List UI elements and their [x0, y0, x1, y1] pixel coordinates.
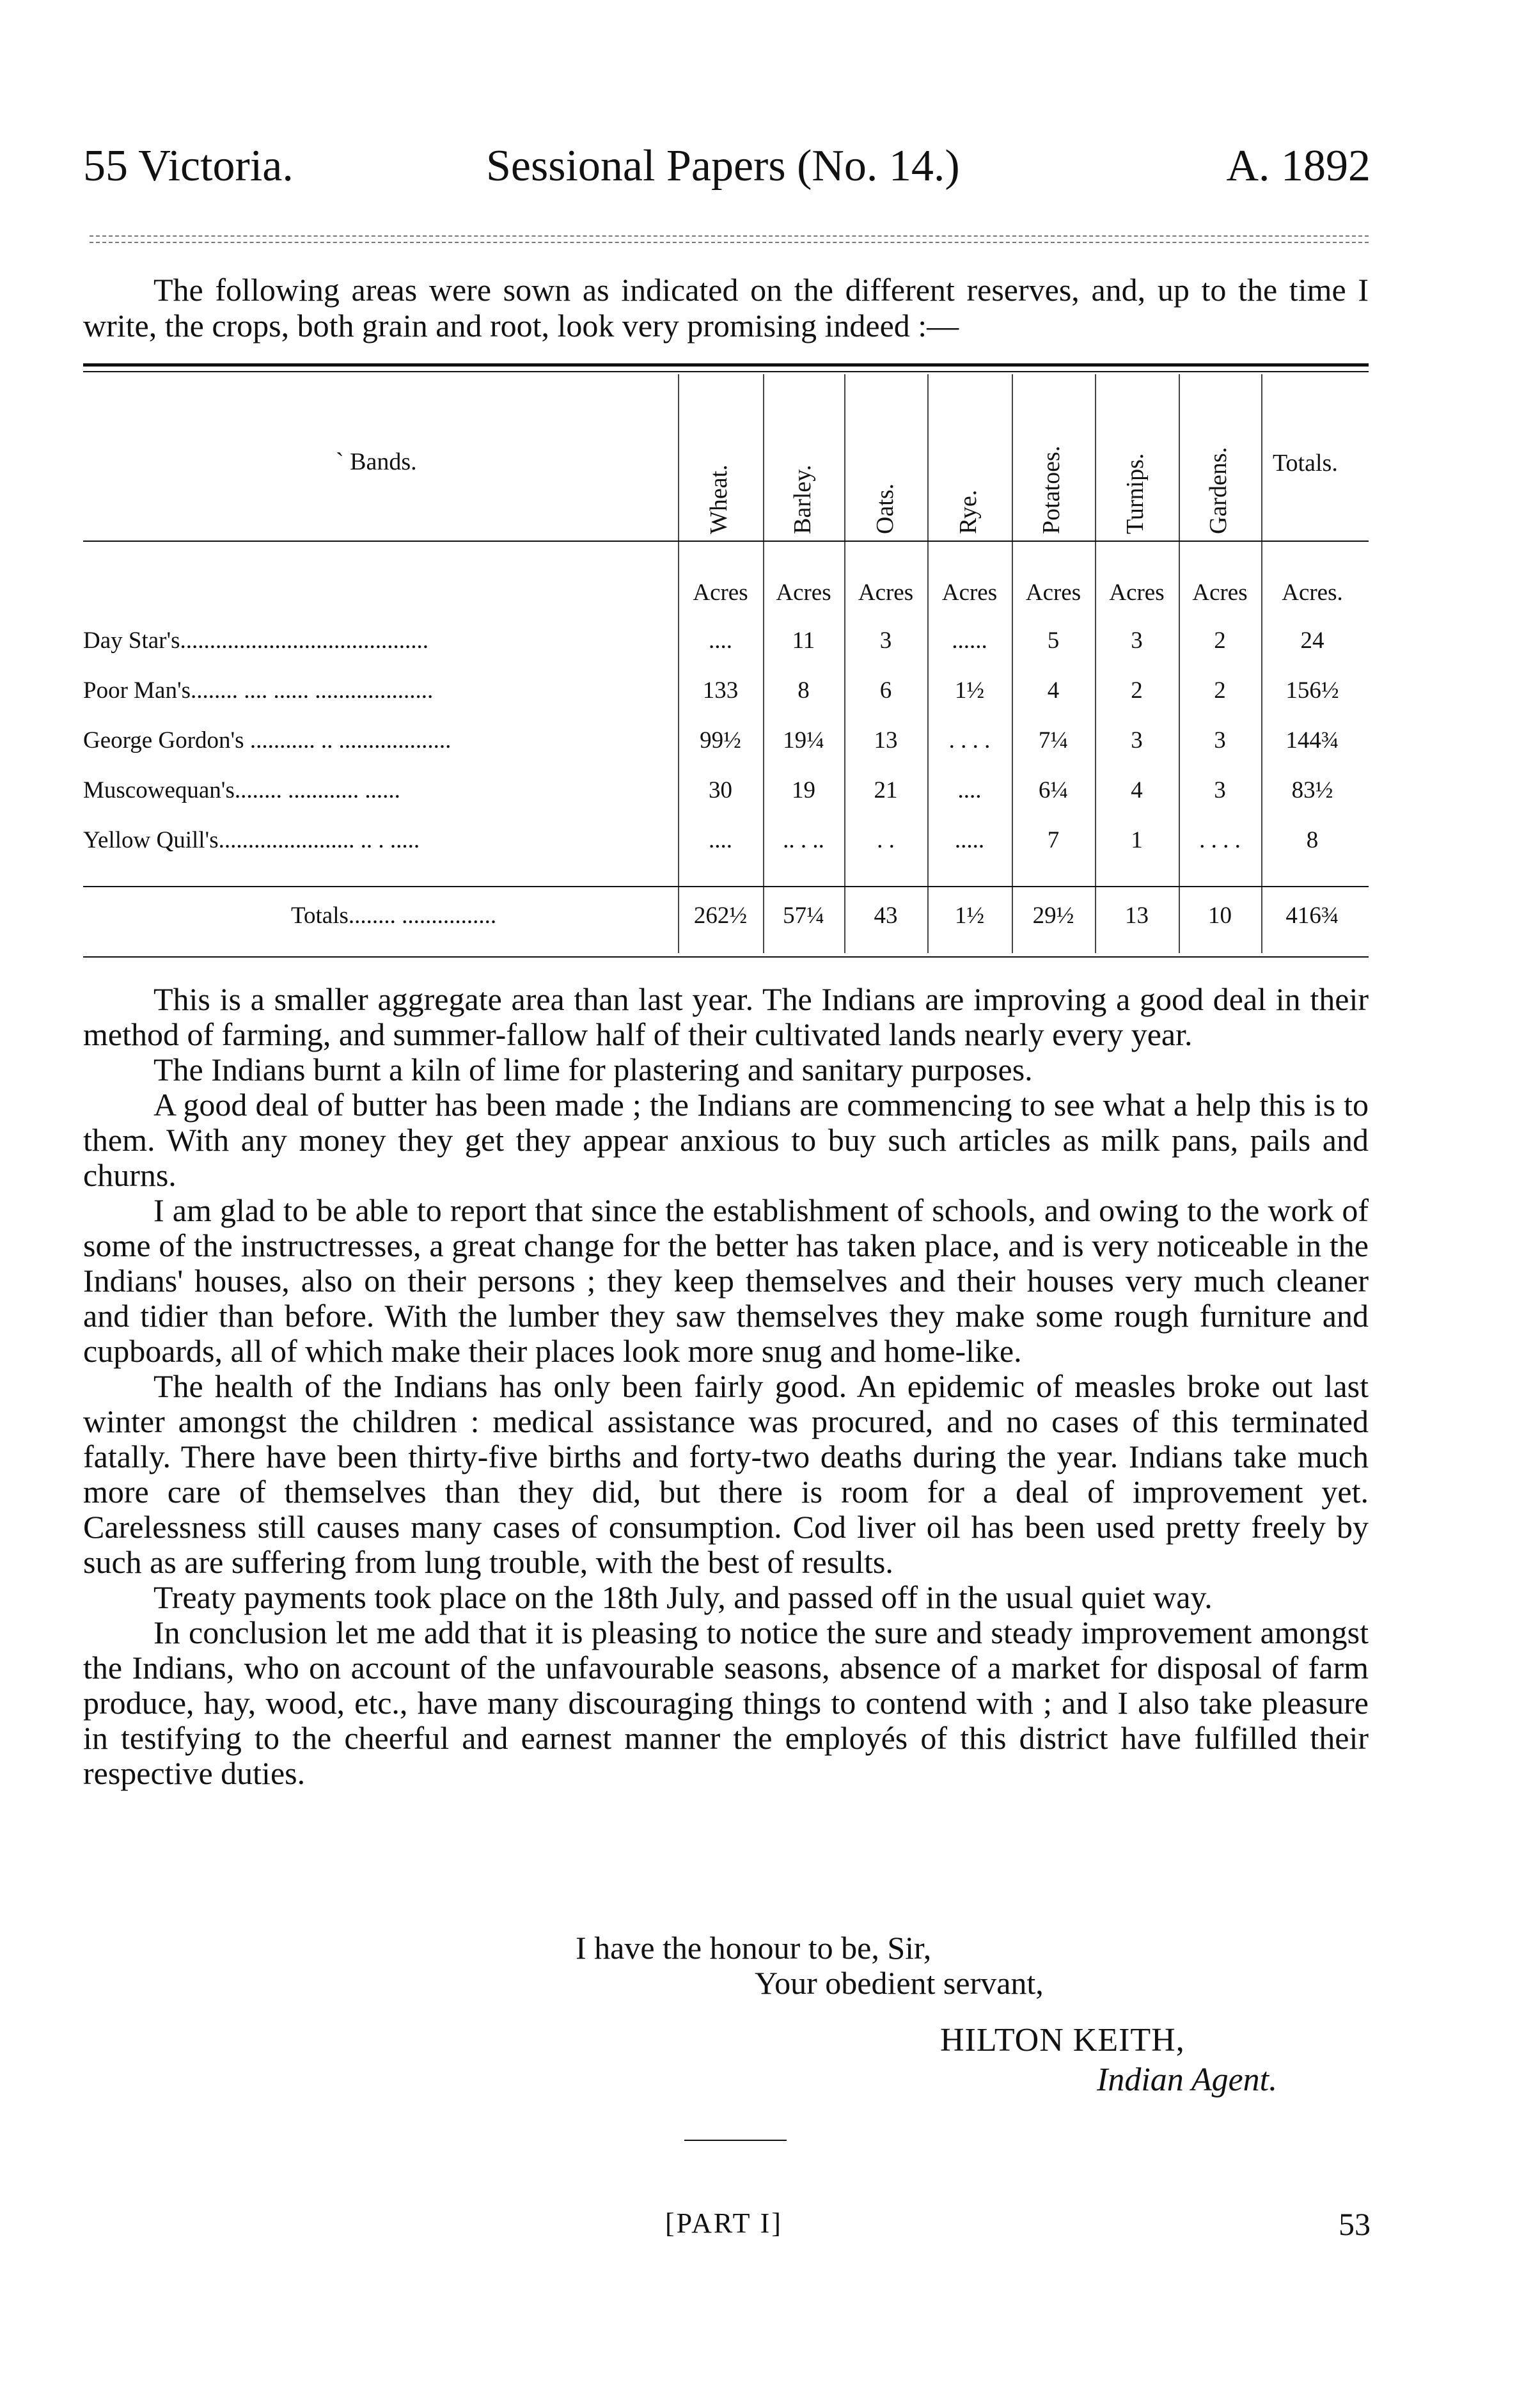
table-row-cell: 24 [1300, 628, 1324, 654]
col-header-gardens: Gardens. [1205, 446, 1232, 534]
totals-row-cell: 262½ [693, 903, 748, 929]
table-row-label: George Gordon's ........... .. ................... [83, 727, 452, 754]
table-top-rule [83, 363, 1369, 367]
paragraph: This is a smaller aggregate area than last year. The Indians are improving a good deal in their method of farming, and summer-fallow half of their cultivated lands nearly every year. [83, 981, 1369, 1052]
table-row-cell: 2 [1131, 677, 1143, 704]
table-row-cell: 4 [1047, 677, 1060, 704]
header-divider-2 [90, 242, 1369, 243]
table-row-cell: 6¼ [1038, 777, 1069, 803]
table-row-cell: ...... [952, 628, 987, 654]
table-row-cell: 156½ [1285, 677, 1339, 704]
header-divider [90, 235, 1369, 237]
paragraph: Treaty payments took place on the 18th July, and passed off in the usual quiet way. [153, 1579, 1213, 1615]
col-divider [678, 374, 679, 953]
table-row-label: Poor Man's........ .... ...... .................... [83, 677, 434, 704]
table-row-cell: 3 [1131, 727, 1143, 754]
unit-label: Acres [941, 580, 998, 606]
table-row-cell: 8 [798, 677, 810, 704]
table-row-cell: 133 [702, 677, 739, 704]
table-row-cell: 3 [1214, 777, 1226, 803]
table-row-cell: 2 [1214, 628, 1226, 654]
table-row-cell: 4 [1131, 777, 1143, 803]
paragraph: I am glad to be able to report that since the establishment of schools, and owing to the work of some of the instructresses, a great change for the better has taken place, and is very noticeable in the Indians' houses, also on their persons ; they keep themselves and their houses very much cleaner and tidier than before. With the lumber they saw themselves they make some rough furniture and cupboards, all of which make their places look more snug and home-like. [83, 1192, 1369, 1369]
table-row-cell: 6 [879, 677, 892, 704]
col-header-wheat: Wheat. [705, 464, 732, 534]
signature-name: HILTON KEITH, [940, 2022, 1185, 2058]
table-row-cell: 11 [792, 628, 815, 654]
closing-line-2: Your obedient servant, [755, 1965, 1044, 2001]
table-row-cell: 7 [1047, 827, 1060, 853]
unit-label: Acres [693, 580, 748, 606]
table-row-cell: .... [709, 628, 732, 654]
table-row-cell: 3 [1131, 628, 1143, 654]
table-bottom-rule [83, 956, 1369, 958]
header-series: Sessional Papers (No. 14.) [486, 141, 960, 191]
table-row-cell: 8 [1306, 827, 1319, 853]
totals-rule [83, 886, 1369, 887]
footer-divider [684, 2140, 787, 2141]
totals-row-cell: 13 [1125, 903, 1149, 929]
col-divider [844, 374, 845, 953]
table-row-cell: 3 [1214, 727, 1226, 754]
unit-label: Acres [858, 580, 914, 606]
paragraph: The health of the Indians has only been fairly good. An epidemic of measles broke out last winter amongst the children : medical assistance was procured, and no cases of this terminated fatally. There have been thirty-five births and forty-two deaths during the year. Indians take much more care of themselves than they did, but there is room for a deal of improvement yet. Carelessness still causes many cases of consumption. Cod liver oil has been used pretty freely by such as are suffering from lung trouble, with the best of results. [83, 1368, 1369, 1580]
table-row-cell: .... [957, 777, 982, 803]
col-header-barley: Barley. [789, 464, 816, 534]
col-header-potatoes: Potatoes. [1038, 445, 1065, 534]
paragraph: The Indians burnt a kiln of lime for plastering and sanitary purposes. [153, 1052, 1033, 1087]
intro-paragraph: The following areas were sown as indicated on the different reserves, and, up to the time I write, the crops, both grain and root, look very promising indeed :— [83, 272, 1369, 343]
table-row-cell: 7¼ [1038, 727, 1069, 754]
closing-line-1: I have the honour to be, Sir, [576, 1930, 932, 1966]
table-row-cell: 13 [874, 727, 898, 754]
col-divider [1179, 374, 1180, 953]
table-row-cell: 1½ [954, 677, 985, 704]
table-row-cell: ..... [954, 827, 985, 853]
table-row-cell: .... [709, 827, 732, 853]
paragraph: In conclusion let me add that it is pleasing to notice the sure and steady improvement amongst the Indians, who on account of the unfavourable seasons, absence of a market for disposal of farm produce, hay, wood, etc., have many discouraging things to contend with ; and I also take pleasure in testifying to the cheerful and earnest manner the employés of this district have fulfilled their respective duties. [83, 1614, 1369, 1791]
table-row-cell: 19 [792, 777, 815, 803]
page-number: 53 [1339, 2206, 1371, 2242]
col-divider [763, 374, 764, 953]
header-rule [83, 541, 1369, 542]
table-top-rule-2 [83, 371, 1369, 372]
table-row-cell: 5 [1047, 628, 1060, 654]
col-divider [1095, 374, 1096, 953]
table-row-cell: 83½ [1291, 777, 1333, 803]
table-row-cell: . . . . [948, 727, 991, 754]
header-volume: 55 Victoria. [83, 141, 294, 191]
table-row-cell: 1 [1131, 827, 1143, 853]
table-row-cell: . . . . [1199, 827, 1241, 853]
unit-label: Acres [1025, 580, 1081, 606]
totals-row-cell: 43 [874, 903, 898, 929]
table-row-label: Yellow Quill's....................... .. . ..... [83, 827, 420, 853]
header-year: A. 1892 [1226, 141, 1371, 191]
totals-row-cell: 10 [1208, 903, 1232, 929]
table-row-cell: 2 [1214, 677, 1226, 704]
table-row-cell: . . [877, 827, 895, 853]
unit-label: Acres [1109, 580, 1165, 606]
table-row-cell: 99½ [700, 727, 741, 754]
paragraph: A good deal of butter has been made ; the Indians are commencing to see what a help this is to them. With any money they get they appear anxious to buy such articles as milk pans, pails and churns. [83, 1087, 1369, 1193]
col-divider [927, 374, 929, 953]
totals-header: Totals. [1273, 450, 1338, 477]
table-row-cell: 3 [879, 628, 892, 654]
col-divider [1261, 374, 1262, 953]
unit-label: Acres. [1282, 580, 1343, 606]
bands-header: ` Bands. [336, 448, 417, 475]
table-row-cell: .. . .. [783, 827, 824, 853]
table-row-cell: 30 [709, 777, 732, 803]
totals-row-cell: 416¾ [1285, 903, 1339, 929]
unit-label: Acres [776, 580, 831, 606]
unit-label: Acres [1192, 580, 1248, 606]
table-row-label: Day Star's.......................................... [83, 628, 429, 654]
signature-title: Indian Agent. [1097, 2062, 1278, 2098]
report-body [83, 982, 1369, 1791]
footer-part-label: [PART I] [665, 2207, 783, 2239]
table-row-cell: 21 [874, 777, 898, 803]
table-row-cell: 19¼ [783, 727, 824, 754]
totals-row-cell: 1½ [954, 903, 985, 929]
totals-row-cell: 29½ [1032, 903, 1074, 929]
table-row-cell: 144¾ [1285, 727, 1339, 754]
col-header-oats: Oats. [872, 483, 899, 534]
table-row-label: Muscowequan's........ ............ ...... [83, 777, 400, 803]
totals-row-cell: 57¼ [783, 903, 824, 929]
totals-row-label: Totals........ ................ [291, 903, 497, 929]
col-divider [1012, 374, 1013, 953]
col-header-rye: Rye. [955, 489, 982, 534]
col-header-turnips: Turnips. [1122, 453, 1149, 534]
